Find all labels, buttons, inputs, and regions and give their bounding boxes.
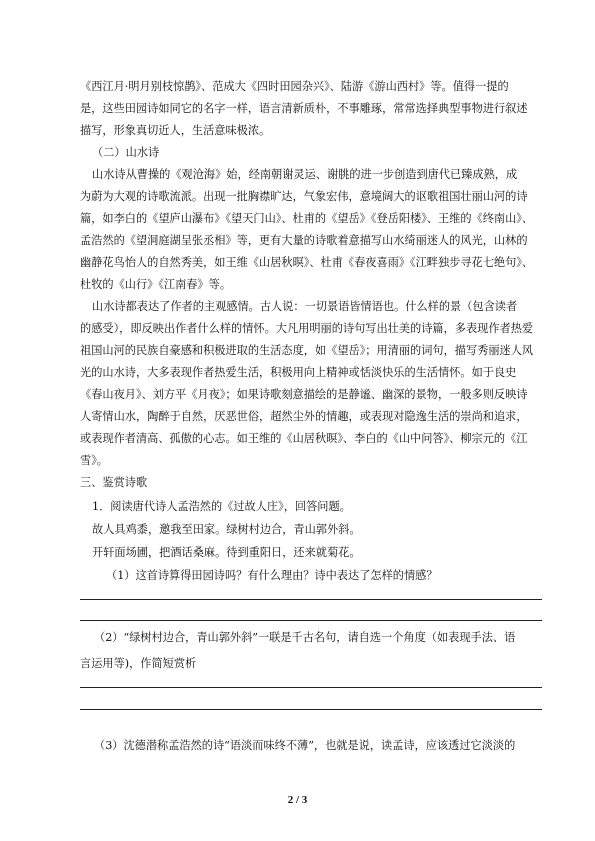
section3-title: 三、鉴赏诗歌 xyxy=(80,476,148,489)
paragraph3-line4: 光的山水诗，大多表现作者热爱生活，积极用向上精神或恬淡快乐的生活情怀。如于良史 xyxy=(80,366,517,379)
paragraph2-line1: 山水诗从曹操的《观沧海》始，经南朝谢灵运、谢朓的进一步创造到唐代已臻成熟，成 xyxy=(92,168,518,181)
paragraph3-line2: 的感受），即反映出作者什么样的情怀。大凡用明丽的诗句写出壮美的诗篇，多表现作者热爱 xyxy=(80,322,534,335)
paragraph3-line7: 或表现作者清高、孤傲的心志。如王维的《山居秋暝》、李白的《山中问答》、柳宗元的《江 xyxy=(80,432,528,445)
question1-sub1: （1）这首诗算得田园诗吗？有什么理由？诗中表达了怎样的情感？ xyxy=(106,569,438,582)
answer-line-1 xyxy=(80,599,542,600)
paragraph3-line1: 山水诗都表达了作者的主观感情。古人说：一切景语皆情语也。什么样的景（包含读者 xyxy=(92,300,518,313)
answer-line-3 xyxy=(80,687,542,688)
answer-line-4 xyxy=(80,709,542,710)
question1-sub2-line2: 言运用等)，作简短赏析 xyxy=(80,657,197,670)
page-number: 2 / 3 xyxy=(287,794,308,806)
question1-sub2-line1: （2）“绿树村边合，青山郭外斜”一联是千古名句，请自选一个角度（如表现手法、语 xyxy=(94,631,516,644)
paragraph2-line4: 孟浩然的《望洞庭湖呈张丞相》等，更有大量的诗歌着意描写山水绮丽迷人的风光，山林的 xyxy=(80,234,528,247)
poem-line1: 故人具鸡黍，邀我至田家。绿树村边合，青山郭外斜。 xyxy=(92,523,361,536)
poem-line2: 开轩面场圃，把酒话桑麻。待到重阳日，还来就菊花。 xyxy=(92,546,361,559)
paragraph1-line2: 是，这些田园诗如同它的名字一样，语言清新质朴，不事雕琢，常常选择典型事物进行叙述 xyxy=(80,102,528,115)
question1-intro: 1．阅读唐代诗人孟浩然的《过故人庄》，回答问题。 xyxy=(92,500,351,513)
paragraph1-line1: 《西江月·明月别枝惊鹊》、范成大《四时田园杂兴》、陆游《游山西村》等。值得一提的 xyxy=(80,80,509,93)
paragraph3-line5: 《春山夜月》、刘方平《月夜》；如果诗歌刻意描绘的是静谧、幽深的景物，一般多则反映诗 xyxy=(80,388,528,401)
section2-title: （二）山水诗 xyxy=(92,146,160,159)
paragraph2-line6: 杜牧的《山行》《江南春》等。 xyxy=(80,278,232,291)
paragraph3-line8: 雪》。 xyxy=(80,454,108,467)
question1-sub3-line1: （3）沈德潜称孟浩然的诗“语淡而味终不薄”，也就是说，读孟诗，应该透过它淡淡的 xyxy=(94,739,516,752)
paragraph2-line5: 幽静花鸟怡人的自然秀美，如王维《山居秋暝》、杜甫《春夜喜雨》《江畔独步寻花七绝句》、 xyxy=(80,256,534,269)
paragraph3-line6: 人寄情山水，陶醉于自然，厌恶世俗，超然尘外的情趣，或表现对隐逸生活的崇尚和追求， xyxy=(80,410,528,423)
answer-line-2 xyxy=(80,620,542,621)
paragraph2-line3: 篇，如李白的《望庐山瀑布》《望天门山》、杜甫的《望岳》《登岳阳楼》、王维的《终南山》、 xyxy=(80,212,534,225)
paragraph1-line3: 描写，形象真切近人，生活意味极浓。 xyxy=(80,124,271,137)
paragraph3-line3: 祖国山河的民族自豪感和积极进取的生活态度，如《望岳》；用清丽的词句，描写秀丽迷人风 xyxy=(80,344,534,357)
paragraph2-line2: 为蔚为大观的诗歌流派。出现一批胸襟旷达，气象宏伟，意境阔大的讴歌祖国壮丽山河的诗 xyxy=(80,190,528,203)
